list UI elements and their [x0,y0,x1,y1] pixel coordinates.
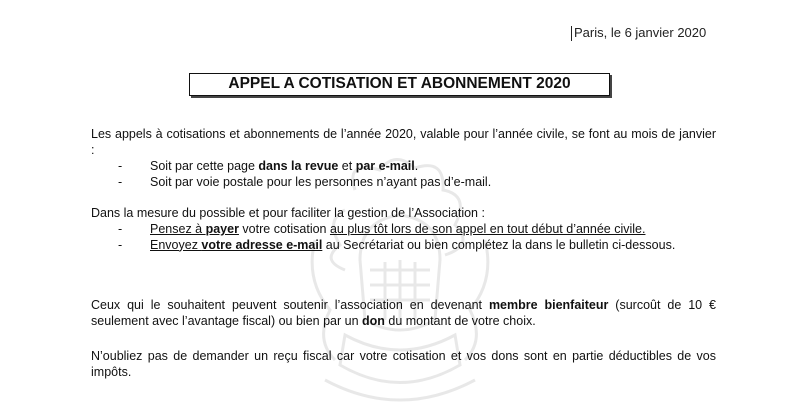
intro-paragraph: Les appels à cotisations et abonnements de l’année 2020, valable pour l’année civile, se font au mois de janvier : [91,127,716,157]
list-item: - Soit par voie postale pour les personnes n’ayant pas d’e-mail. [118,175,718,191]
list-item: - Pensez à payer votre cotisation au plus tôt lors de son appel en tout début d’année civile. [118,222,718,238]
list-item: - Soit par cette page dans la revue et par e-mail. [118,159,718,175]
page-title: APPEL A COTISATION ET ABONNEMENT 2020 [189,73,610,96]
letter-date: Paris, le 6 janvier 2020 [574,25,707,40]
donors-paragraph: Ceux qui le souhaitent peuvent soutenir l’association en devenant membre bienfaiteur (surcoût de 10 € seulement avec l’avantage fiscal) ou bien par un don du montant de votre choix. [91,298,716,328]
payment-methods-list [118,159,718,190]
association-paragraph: Dans la mesure du possible et pour faciliter la gestion de l’Association : [91,206,485,220]
list-item: - Envoyez votre adresse e-mail au Secrétariat ou bien complétez la dans le bulletin ci-dessous. [118,238,718,254]
association-tips-list [118,222,718,253]
reminder-paragraph: N’oubliez pas de demander un reçu fiscal car votre cotisation et vos dons sont en partie déductibles de vos impôts. [91,349,716,379]
